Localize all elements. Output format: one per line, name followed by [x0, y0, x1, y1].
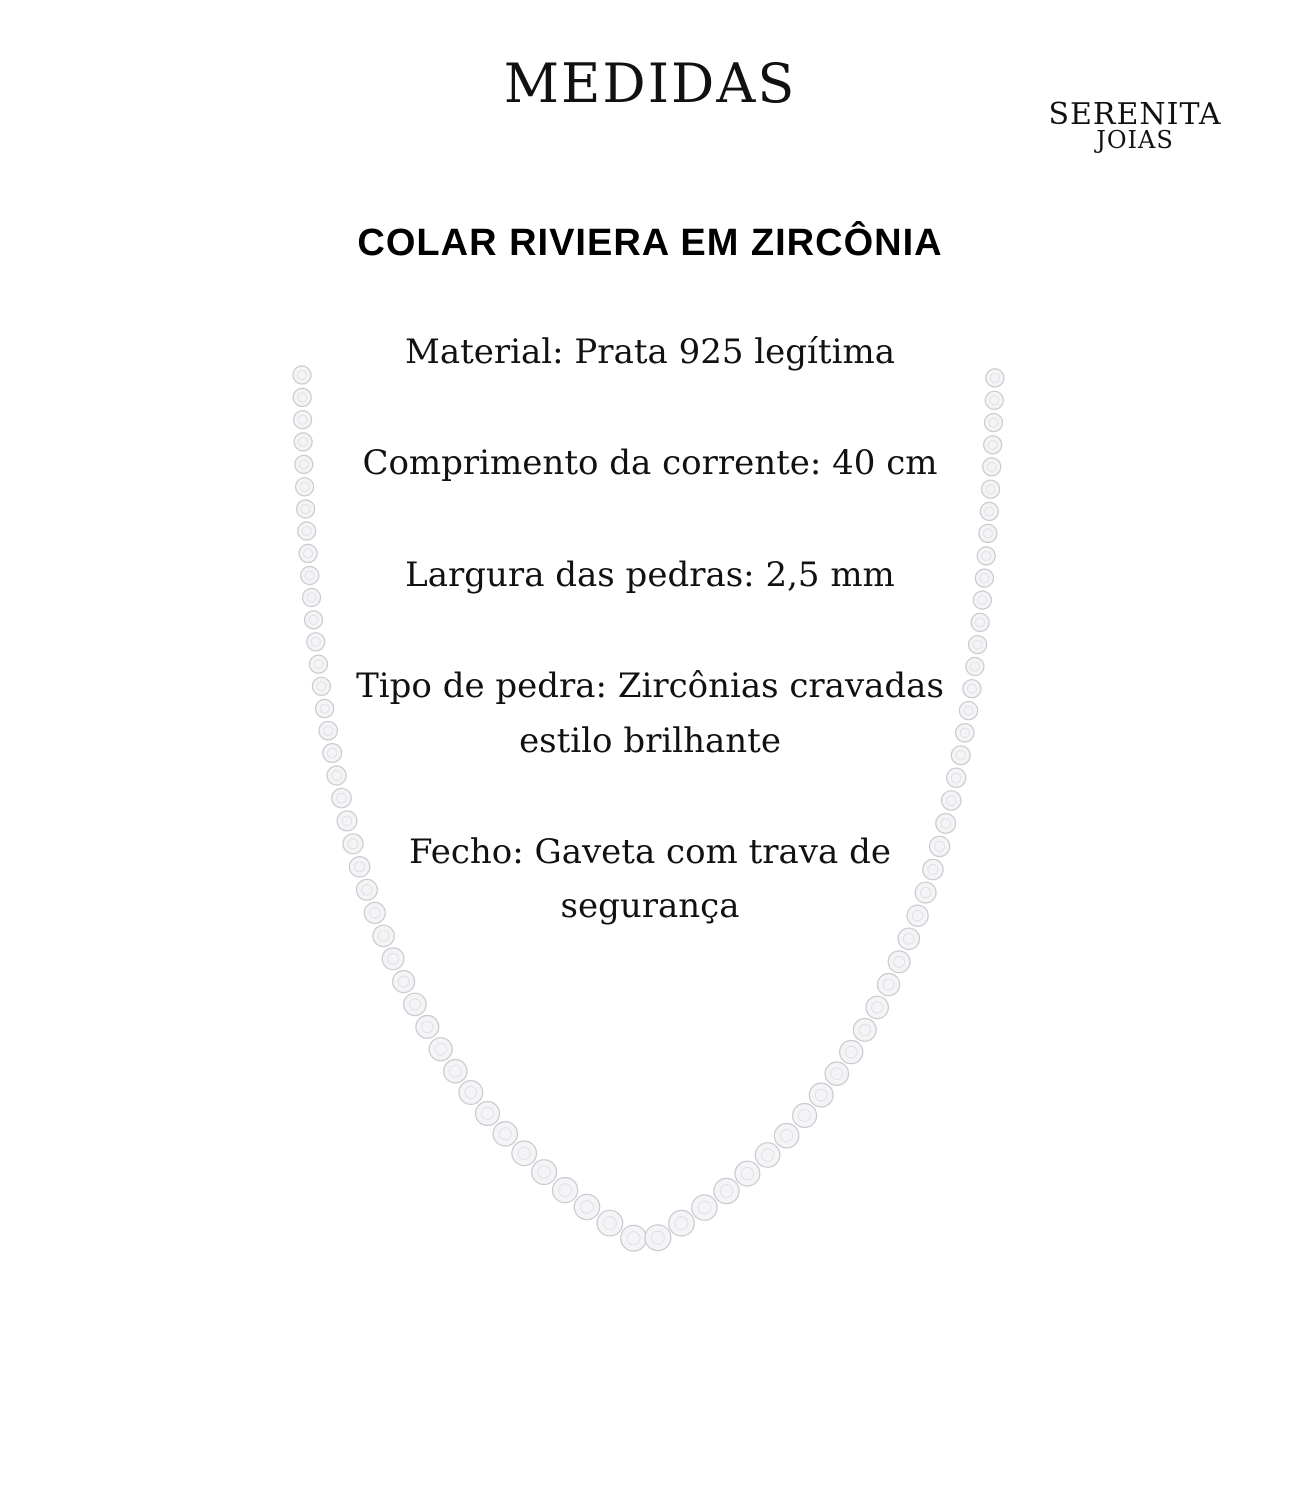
- zirconia-stone: [305, 611, 323, 629]
- zirconia-stone: [299, 544, 317, 562]
- zirconia-stone: [969, 636, 987, 654]
- zirconia-stone: [297, 500, 315, 518]
- zirconia-stone: [307, 633, 325, 651]
- spec-stone-width: Largura das pedras: 2,5 mm: [405, 554, 895, 595]
- zirconia-stone: [303, 589, 321, 607]
- zirconia-stone: [979, 524, 997, 542]
- zirconia-stone: [476, 1102, 500, 1126]
- zirconia-stone: [971, 613, 989, 631]
- zirconia-stone: [825, 1062, 848, 1085]
- spec-clasp: Fecho: Gaveta com trava de segurança: [409, 831, 891, 927]
- zirconia-stone: [296, 478, 314, 496]
- zirconia-stone: [429, 1038, 452, 1061]
- zirconia-stone: [645, 1225, 671, 1251]
- zirconia-stone: [853, 1019, 876, 1042]
- zirconia-stone: [840, 1041, 863, 1064]
- zirconia-stone: [774, 1124, 798, 1148]
- zirconia-stone: [294, 433, 312, 451]
- zirconia-stone: [493, 1122, 517, 1146]
- specs-list: [330, 325, 970, 991]
- zirconia-stone: [597, 1210, 623, 1236]
- zirconia-stone: [977, 547, 995, 565]
- zirconia-stone: [973, 591, 991, 609]
- zirconia-stone: [295, 455, 313, 473]
- page-title: MEDIDAS: [503, 52, 797, 115]
- spec-stone-type: Tipo de pedra: Zircônias cravadas estilo brilhante: [356, 666, 944, 761]
- brand-logo: [1040, 97, 1230, 154]
- zirconia-stone: [866, 996, 888, 1018]
- zirconia-stone: [793, 1104, 817, 1128]
- zirconia-stone: [755, 1143, 780, 1168]
- zirconia-stone: [416, 1016, 439, 1039]
- logo-line2: JOIAS: [1096, 126, 1174, 154]
- product-name: COLAR RIVIERA EM ZIRCÔNIA: [357, 222, 943, 264]
- zirconia-stone: [985, 391, 1003, 409]
- zirconia-stone: [986, 369, 1004, 387]
- zirconia-stone: [669, 1210, 695, 1236]
- zirconia-stone: [714, 1178, 739, 1203]
- zirconia-stone: [621, 1225, 647, 1251]
- zirconia-stone: [310, 655, 328, 673]
- logo-line1: SERENITA: [1048, 97, 1222, 132]
- zirconia-stone: [553, 1178, 578, 1203]
- zirconia-stone: [294, 411, 312, 429]
- zirconia-stone: [574, 1194, 599, 1219]
- zirconia-stone: [735, 1161, 760, 1186]
- zirconia-stone: [312, 677, 330, 695]
- zirconia-stone: [980, 502, 998, 520]
- zirconia-stone: [985, 414, 1003, 432]
- zirconia-stone: [293, 366, 311, 384]
- zirconia-stone: [809, 1083, 833, 1107]
- spec-length: Comprimento da corrente: 40 cm: [362, 443, 938, 484]
- zirconia-stone: [982, 480, 1000, 498]
- zirconia-stone: [301, 567, 319, 585]
- spec-material: Material: Prata 925 legítima: [405, 332, 895, 372]
- zirconia-stone: [444, 1060, 467, 1083]
- zirconia-stone: [293, 388, 311, 406]
- zirconia-stone: [298, 522, 316, 540]
- zirconia-stone: [532, 1160, 557, 1185]
- zirconia-stone: [984, 436, 1002, 454]
- zirconia-stone: [692, 1195, 717, 1220]
- zirconia-stone: [404, 993, 426, 1015]
- zirconia-stone: [975, 569, 993, 587]
- zirconia-stone: [512, 1141, 537, 1166]
- zirconia-stone: [983, 458, 1001, 476]
- zirconia-stone: [459, 1081, 483, 1105]
